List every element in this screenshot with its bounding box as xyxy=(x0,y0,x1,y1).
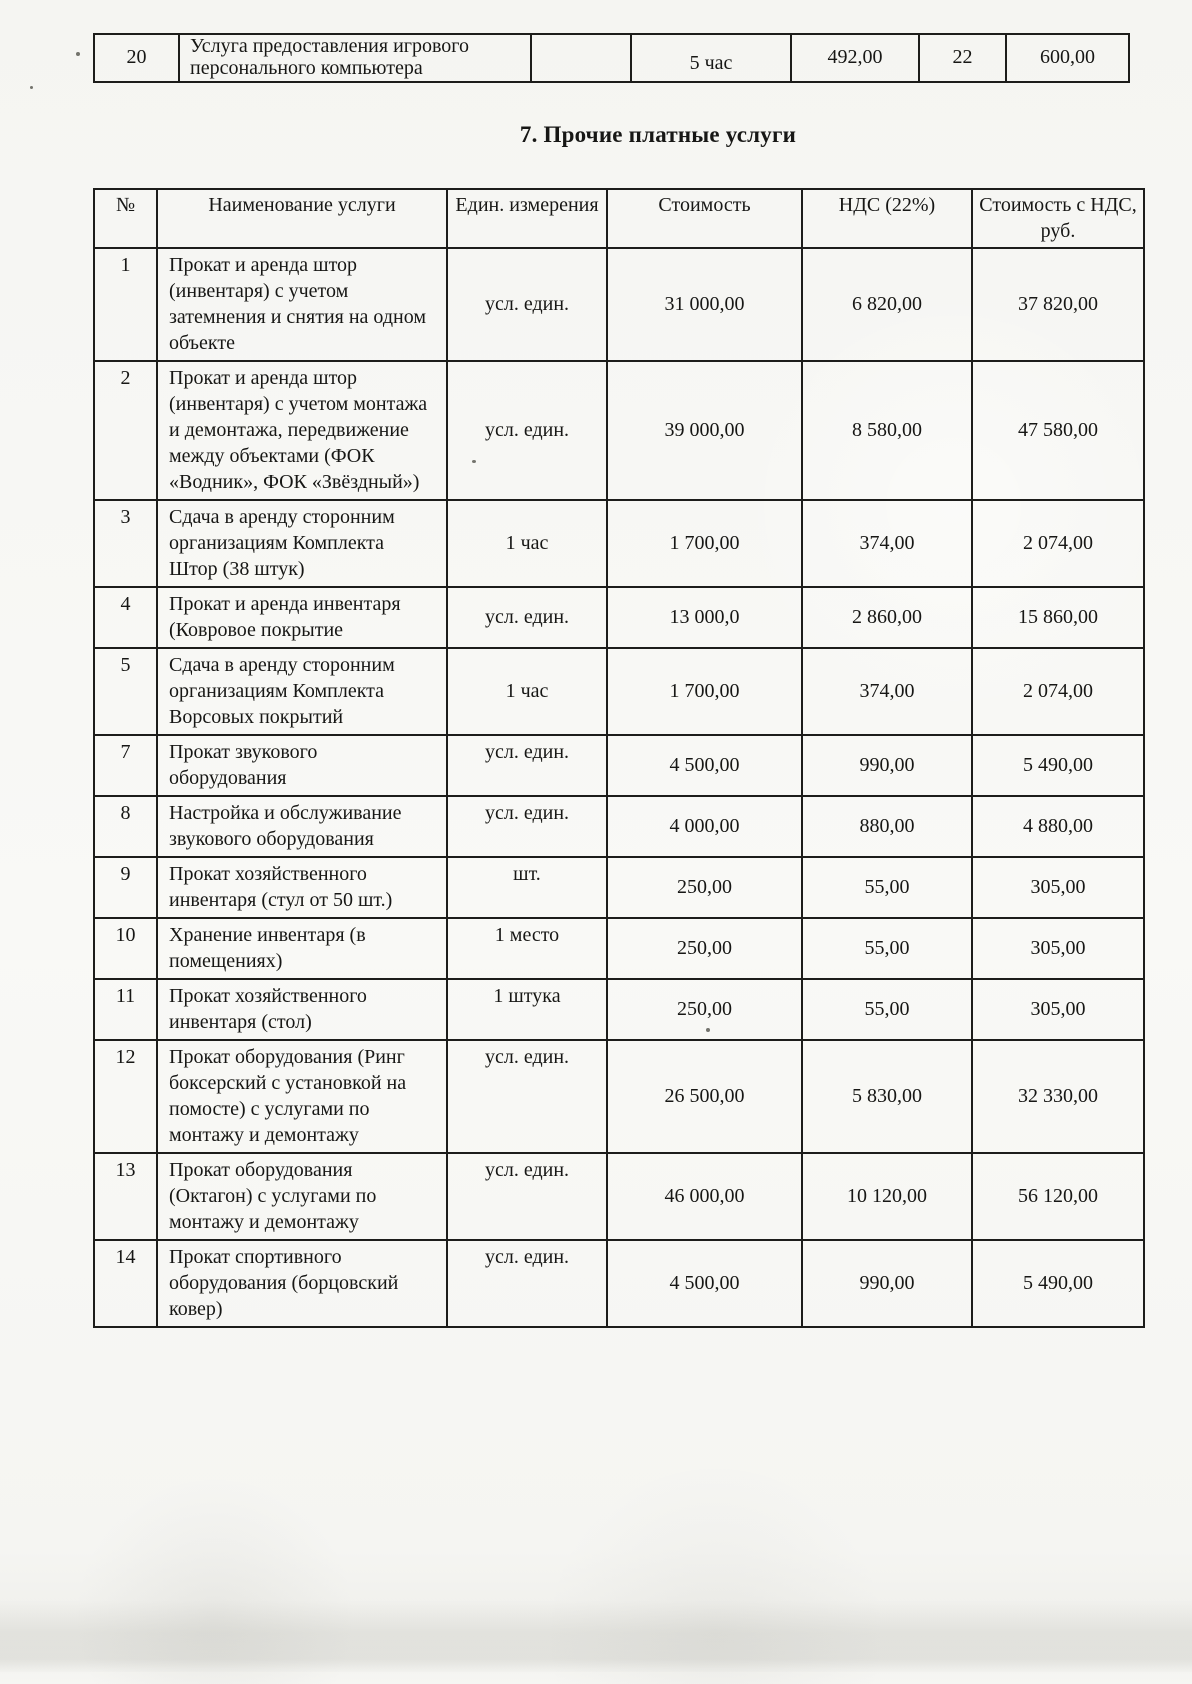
cell-name: Прокат и аренда штор (инвентаря) с учетом монтажа и демонтажа, передвижение между объектами (ФОК «Водник», ФОК «Звёздный») xyxy=(157,361,447,500)
cell-name: Прокат хозяйственного инвентаря (стол) xyxy=(157,979,447,1040)
cell-name: Прокат спортивного оборудования (борцовский ковер) xyxy=(157,1240,447,1327)
cell-total: 15 860,00 xyxy=(972,587,1144,648)
cell-vat: 10 120,00 xyxy=(802,1153,972,1240)
table-row xyxy=(94,857,1144,918)
cell-cost: 4 500,00 xyxy=(607,735,802,796)
cell-cost: 31 000,00 xyxy=(607,248,802,361)
cell-total: 37 820,00 xyxy=(972,248,1144,361)
cell-total: 56 120,00 xyxy=(972,1153,1144,1240)
cell-total: 32 330,00 xyxy=(972,1040,1144,1153)
cell-vat: 55,00 xyxy=(802,979,972,1040)
services-table xyxy=(93,188,1145,1328)
cell-name: Услуга предоставления игрового персонального компьютера xyxy=(179,34,531,82)
cell-cost: 4 500,00 xyxy=(607,1240,802,1327)
cell-cost: 39 000,00 xyxy=(607,361,802,500)
cell-num: 9 xyxy=(94,857,157,918)
table-row xyxy=(94,1153,1144,1240)
table-row xyxy=(94,361,1144,500)
cell-total: 4 880,00 xyxy=(972,796,1144,857)
cell-num: 13 xyxy=(94,1153,157,1240)
table-row xyxy=(94,979,1144,1040)
table-row xyxy=(94,248,1144,361)
cell-unit: усл. един. xyxy=(447,735,607,796)
cell-num: 20 xyxy=(94,34,179,82)
cell-vat: 990,00 xyxy=(802,735,972,796)
table-row xyxy=(94,796,1144,857)
cell-vat: 22 xyxy=(919,34,1006,82)
table-header-row xyxy=(94,189,1144,248)
cell-unit: 1 час xyxy=(447,500,607,587)
cell-num: 12 xyxy=(94,1040,157,1153)
cell-cost: 492,00 xyxy=(791,34,919,82)
cell-unit: усл. един. xyxy=(447,796,607,857)
cell-vat: 8 580,00 xyxy=(802,361,972,500)
cell-name: Хранение инвентаря (в помещениях) xyxy=(157,918,447,979)
previous-table-fragment xyxy=(93,33,1130,83)
cell-name: Прокат звукового оборудования xyxy=(157,735,447,796)
cell-num: 1 xyxy=(94,248,157,361)
cell-vat: 990,00 xyxy=(802,1240,972,1327)
scan-shadow-band xyxy=(0,1600,1192,1672)
table-row xyxy=(94,735,1144,796)
cell-name: Прокат оборудования (Октагон) с услугами по монтажу и демонтажу xyxy=(157,1153,447,1240)
cell-name: Сдача в аренду сторонним организациям Комплекта Штор (38 штук) xyxy=(157,500,447,587)
cell-unit: 1 час xyxy=(447,648,607,735)
cell-vat: 374,00 xyxy=(802,500,972,587)
table-row xyxy=(94,587,1144,648)
cell-unit: усл. един. xyxy=(447,248,607,361)
section-title: 7. Прочие платные услуги xyxy=(519,122,797,147)
cell-cost: 4 000,00 xyxy=(607,796,802,857)
cell-vat: 55,00 xyxy=(802,857,972,918)
cell-num: 2 xyxy=(94,361,157,500)
cell-unit: усл. един. xyxy=(447,1153,607,1240)
cell-cost: 250,00 xyxy=(607,918,802,979)
table-row xyxy=(94,1240,1144,1327)
cell-total: 5 490,00 xyxy=(972,1240,1144,1327)
cell-vat: 6 820,00 xyxy=(802,248,972,361)
cell-cost: 250,00 xyxy=(607,857,802,918)
cell-total: 2 074,00 xyxy=(972,500,1144,587)
cell-name: Сдача в аренду сторонним организациям Комплекта Ворсовых покрытий xyxy=(157,648,447,735)
cell-num: 3 xyxy=(94,500,157,587)
cell-vat: 2 860,00 xyxy=(802,587,972,648)
column-header-unit: Един. измерения xyxy=(447,189,607,248)
cell-cost: 1 700,00 xyxy=(607,500,802,587)
cell-num: 11 xyxy=(94,979,157,1040)
cell-cost: 1 700,00 xyxy=(607,648,802,735)
cell-num: 7 xyxy=(94,735,157,796)
cell-num: 4 xyxy=(94,587,157,648)
scan-speck xyxy=(706,1028,710,1032)
table-row xyxy=(94,500,1144,587)
scan-speck xyxy=(30,86,33,89)
column-header-total: Стоимость с НДС, руб. xyxy=(972,189,1144,248)
cell-unit: шт. xyxy=(447,857,607,918)
cell-num: 14 xyxy=(94,1240,157,1327)
cell-name: Прокат оборудования (Ринг боксерский с установкой на помосте) с услугами по монтажу и демонтажу xyxy=(157,1040,447,1153)
cell-vat: 880,00 xyxy=(802,796,972,857)
column-header-name: Наименование услуги xyxy=(157,189,447,248)
cell-unit: усл. един. xyxy=(447,1040,607,1153)
cell-total: 600,00 xyxy=(1006,34,1129,82)
cell-cost: 13 000,0 xyxy=(607,587,802,648)
cell-vat: 374,00 xyxy=(802,648,972,735)
cell-unit: усл. един. xyxy=(447,361,607,500)
table-row xyxy=(94,34,1129,82)
cell-unit: 5 час xyxy=(631,34,791,82)
cell-cost: 26 500,00 xyxy=(607,1040,802,1153)
column-header-vat: НДС (22%) xyxy=(802,189,972,248)
table-row xyxy=(94,648,1144,735)
cell-total: 305,00 xyxy=(972,857,1144,918)
cell-cost: 250,00 xyxy=(607,979,802,1040)
cell-unit: 1 место xyxy=(447,918,607,979)
scan-speck xyxy=(76,52,80,56)
cell-cost: 46 000,00 xyxy=(607,1153,802,1240)
cell-vat: 5 830,00 xyxy=(802,1040,972,1153)
cell-name: Прокат хозяйственного инвентаря (стул от 50 шт.) xyxy=(157,857,447,918)
cell-unit: усл. един. xyxy=(447,1240,607,1327)
cell-num: 10 xyxy=(94,918,157,979)
cell-unit: усл. един. xyxy=(447,587,607,648)
column-header-cost: Стоимость xyxy=(607,189,802,248)
cell-name: Настройка и обслуживание звукового оборудования xyxy=(157,796,447,857)
cell-vat: 55,00 xyxy=(802,918,972,979)
cell-blank xyxy=(531,34,631,82)
cell-name: Прокат и аренда инвентаря (Ковровое покрытие xyxy=(157,587,447,648)
column-header-num: № xyxy=(94,189,157,248)
scan-speck xyxy=(472,460,476,463)
cell-name: Прокат и аренда штор (инвентаря) с учетом затемнения и снятия на одном объекте xyxy=(157,248,447,361)
services-table-body xyxy=(94,248,1144,1327)
cell-total: 5 490,00 xyxy=(972,735,1144,796)
cell-num: 8 xyxy=(94,796,157,857)
cell-total: 305,00 xyxy=(972,918,1144,979)
cell-total: 47 580,00 xyxy=(972,361,1144,500)
table-row xyxy=(94,918,1144,979)
cell-total: 2 074,00 xyxy=(972,648,1144,735)
cell-total: 305,00 xyxy=(972,979,1144,1040)
cell-num: 5 xyxy=(94,648,157,735)
table-row xyxy=(94,1040,1144,1153)
cell-unit: 1 штука xyxy=(447,979,607,1040)
